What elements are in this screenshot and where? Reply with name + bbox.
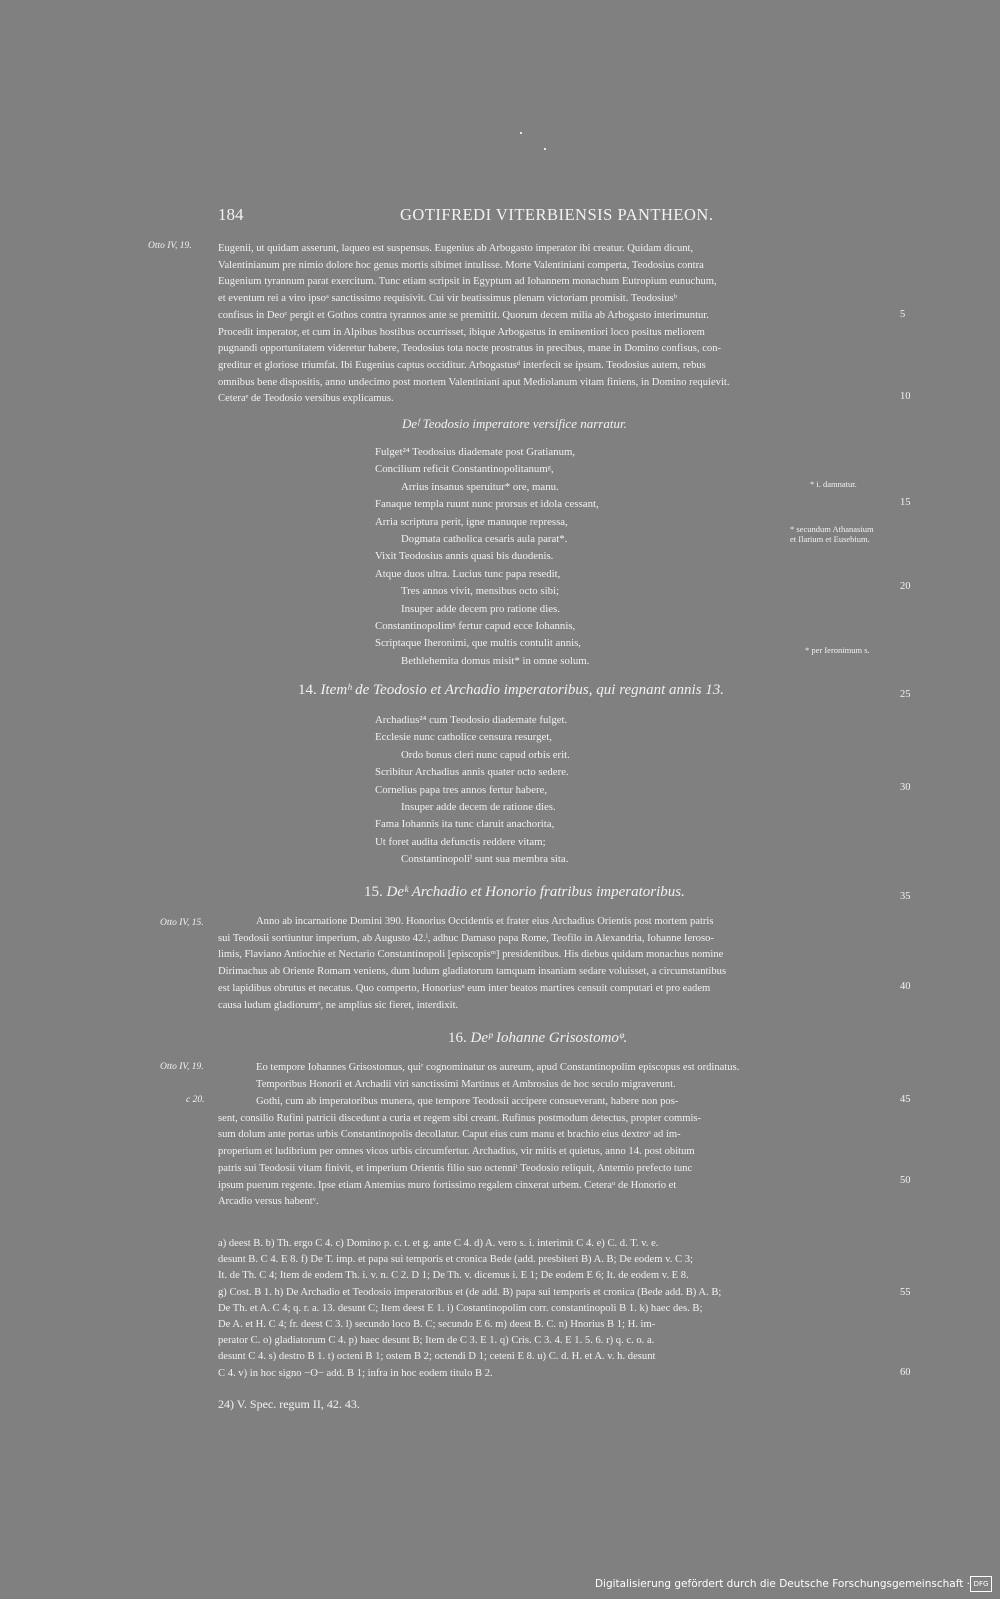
line-number: 15 [900,497,911,508]
footnote-line: desunt B. C 4. E 8. f) De T. imp. et papa sui temporis et cronica Bede (add. presbiteri B) A. B; De eodem v. C 3; [218,1254,693,1266]
page-header [0,205,1000,229]
verse-line: Tres annos vivit, mensibus octo sibi; [401,585,559,598]
section-heading-15 [364,884,685,901]
verse-line: Fama Iohannis ita tunc claruit anachorita, [375,818,555,831]
text-line: Ceteraᵉ de Teodosio versibus explicamus. [218,393,394,405]
margin-note: Otto IV, 19. [148,241,192,251]
running-title: GOTIFREDI VITERBIENSIS PANTHEON. [400,205,714,224]
marginal-gloss: et Ilarium et Eusebium. [790,534,870,544]
line-number: 5 [900,309,906,320]
text-line: sent, consilio Rufini patricii discedunt a curia et regem sibi creant. Rufinus postmodum detectus, propter commis- [218,1112,702,1124]
text-line: properium et ludibrium per omnes vicos urbis circumfertur. Archadius, vir mitis et quietus, anno 14. post obitum [218,1146,695,1158]
text-line: Eugenii, ut quidam asserunt, laqueo est suspensus. Eugenius ab Arbogasto imperator ibi creatur. Quidam dicunt, [218,243,694,254]
verse-line: Insuper adde decem de ratione dies. [401,801,556,814]
marginal-gloss: * i. damnatur. [810,479,857,489]
verse-line: Concilium reficit Constantinopolitanumᵍ, [375,463,554,476]
text-line: Dirimachus ab Oriente Romam veniens, dum ludum gladiatorum tamquam insaniam sedare voluisset, a circumstantibus [218,966,727,978]
section-number: 14. [298,682,317,698]
section-number: 15. [364,884,383,900]
text-line: Eugenium tyrannum parat exercitum. Tunc etiam scripsit in Egyptum ad Iohannem monachum Eutropium eunuchum, [218,276,717,288]
footnote-line: desunt C 4. s) destro B 1. t) octeni B 1; ostem B 2; octendi D 1; ceteni E 8. u) C. d. H. et A. v. h. desunt [218,1351,656,1363]
verse-line: Constantinopolimᵍ fertur capud ecce Iohannis, [375,620,576,633]
prose-paragraph [218,1094,896,1211]
scan-speck [544,148,546,150]
section-heading: Deᶠ Teodosio imperatore versifice narratur. [402,416,627,431]
margin-note: c 20. [186,1095,205,1105]
section-title: Deᵏ Archadio et Honorio fratribus imperatoribus. [386,884,685,900]
verse-line: Scriptaque Iheronimi, que multis contulit annis, [375,637,582,650]
footnote-line: De Th. et A. C 4; q. r. a. 13. desunt C; Item deest E 1. i) Costantinopolim corr. constantinopoli B 1. k) haec des. B; [218,1302,703,1314]
verse-line: Arrius insanus speruitur* ore, manu. [401,480,559,493]
line-number: 60 [900,1367,911,1378]
text-line: Temporibus Honorii et Archadii viri sanctissimi Martinus et Ambrosius de hoc seculo migraverunt. [256,1078,676,1090]
text-line: patris sui Teodosii vitam finivit, et imperium Orientis filio suo octenniᵗ Teodosio reliquit, Antemio prefecto tunc [218,1162,693,1174]
line-number: 30 [900,782,911,793]
marginal-gloss: * secundum Athanasium [790,524,874,534]
section-number: 16. [448,1030,467,1046]
footnote-line: a) deest B. b) Th. ergo C 4. c) Domino p. c. t. et g. ante C 4. d) A. vero s. i. interimit C 4. e) C. d. T. v. e. [218,1238,659,1249]
section-title: Itemʰ de Teodosio et Archadio imperatoribus, qui regnant annis 13. [320,682,725,698]
scan-speck [520,132,522,134]
prose-paragraph [218,1060,896,1093]
footnote-line: De A. et H. C 4; fr. deest C 3. l) secundo loco B. C; secundo E 6. m) deest B. C. n) Hnorius B 1; H. im- [218,1319,656,1331]
footnote-line: g) Cost. B 1. h) De Archadio et Teodosio imperatoribus et (de add. B) papa sui temporis et cronica (Bede add. B) A. B; [218,1286,722,1298]
text-line: sum dolum ante portas urbis Constantinopolis decollatur. Caput eius cum manu et brachio eius dextroˢ ad im- [218,1129,681,1141]
text-line: Anno ab incarnatione Domini 390. Honorius Occidentis et frater eius Archadius Orientis post mortem patris [256,916,714,927]
section-heading-14 [298,682,724,699]
line-number: 25 [900,689,911,700]
text-line: sui Teodosii sortiuntur imperium, ab Augusto 42.ˡ, adhuc Damaso papa Rome, Teofilo in Alexandria, Iohanne Ieroso- [218,932,714,944]
verse-line: Vixit Teodosius annis quasi bis duodenis. [375,550,554,563]
text-line: Eo tempore Iohannes Grisostomus, quiʳ cognominatur os aureum, apud Constantinopolim episcopus est ordinatus. [256,1062,740,1073]
text-line: Arcadio versus habentᵛ. [218,1196,319,1208]
line-number: 50 [900,1175,911,1186]
footnote-line: C 4. v) in hoc signo −O− add. B 1; infra in hoc eodem titulo B 2. [218,1367,493,1379]
verse-line: Constantinopoliⁱ sunt sua membra sita. [401,853,569,866]
text-line: et eventum rei a viro ipsoᵃ sanctissimo requisivit. Cui vir beatissimus plenam victoriam promisit. Teodosiusᵇ [218,293,677,305]
verse-line: Bethlehemita domus misit* in omne solum. [401,654,590,667]
verse-block [375,444,599,670]
text-line: confisus in Deoᶜ pergit et Gothos contra tyrannos ante se premittit. Quorum decem milia ab Arbogasto interimuntur. [218,309,709,321]
section-heading-16 [448,1030,627,1047]
line-number: 45 [900,1094,911,1105]
footnote-line: It. de Th. C 4; Item de eodem Th. i. v. n. C 2. D 1; De Th. v. dicemus i. E 1; De eodem E 6; It. de eodem v. E 8. [218,1270,689,1282]
line-number: 35 [900,891,911,902]
verse-line: Ut foret audita defunctis reddere vitam; [375,835,546,848]
text-line: Gothi, cum ab imperatoribus munera, que tempore Teodosii accipere consueverant, habere non pos- [256,1096,679,1107]
dfg-logo: DFG [970,1576,992,1592]
line-number: 20 [900,581,911,592]
prose-paragraph [218,914,896,1014]
prose-paragraph [218,241,896,408]
verse-line: Ordo bonus cleri nunc capud orbis erit. [401,748,570,761]
text-line: omnibus bene dispositis, anno undecimo post mortem Valentiniani aput Mediolanum vitam finiens, in Domino requievit. [218,376,730,388]
verse-block [375,712,570,869]
text-line: est lapidibus obrutus et necatus. Quo comperto, Honoriusⁿ eum inter beatos martires censuit computari et pro eadem [218,982,711,994]
verse-line: Scribitur Archadius annis quater octo sedere. [375,766,569,779]
verse-line: Dogmata catholica cesaris aula parat*. [401,533,568,546]
margin-note: Otto IV, 15. [160,918,204,928]
line-number: 55 [900,1287,911,1298]
marginal-gloss: * per Ieronimum s. [805,645,870,655]
margin-note: Otto IV, 19. [160,1062,204,1072]
verse-line: Fulget²⁴ Teodosius diademate post Gratianum, [375,446,576,458]
verse-line: Fanaque templa ruunt nunc prorsus et idola cessant, [375,498,599,511]
text-line: limis, Flaviano Antiochie et Nectario Constantinopoli [episcopisᵐ] presidentibus. His diebus quidam monachus nomine [218,949,724,961]
text-line: ipsum puerum regente. Ipse etiam Antemius muro fortissimo regalem cinxerat urbem. Ceteraᵘ de Honorio et [218,1179,677,1191]
verse-line: Cornelius papa tres annos fertur habere, [375,783,548,796]
text-line: greditur et gloriose triumfat. Ibi Eugenius captus occiditur. Arbogastusᵈ interfecit se ipsum. Teodosius autem, rebus [218,359,706,371]
verse-line: Arria scriptura perit, igne manuque repressa, [375,515,568,528]
funding-credit: Digitalisierung gefördert durch die Deutsche Forschungsgemeinschaft · [594,1578,970,1590]
verse-line: Atque duos ultra. Lucius tunc papa resedit, [375,567,561,580]
text-line: pugnandi opportunitatem videretur habere, Teodosius tota nocte prostratus in precibus, mane in Domino confisus, con- [218,343,722,355]
line-number: 40 [900,981,911,992]
verse-line: Archadius²⁴ cum Teodosio diademate fulget. [375,714,568,726]
text-line: causa ludum gladiorumᵒ, ne amplius sic fieret, interdixit. [218,999,459,1011]
page-number: 184 [218,205,244,224]
verse-line: Ecclesie nunc catholice censura resurget, [375,731,552,744]
section-title: Deᵖ Iohanne Grisostomoᵠ. [470,1030,628,1046]
text-line: Valentinianum pre nimio dolore hoc genus mortis sibimet intulisse. Morte Valentiniani comperta, Teodosius contra [218,259,704,271]
footnote-line: perator C. o) gladiatorum C 4. p) haec desunt B; Item de C 3. E 1. q) Cris. C 3. 4. E 1. 5. 6. r) q. c. o. a. [218,1335,655,1347]
verse-line: Insuper adde decem pro ratione dies. [401,602,560,615]
source-note: 24) V. Spec. regum II, 42. 43. [218,1397,360,1411]
text-line: Procedit imperator, et cum in Alpibus hostibus occurrisset, ibique Arbogastus in eminentiori loco positus meliorem [218,326,705,338]
line-number: 10 [900,391,911,402]
critical-apparatus [218,1236,896,1382]
